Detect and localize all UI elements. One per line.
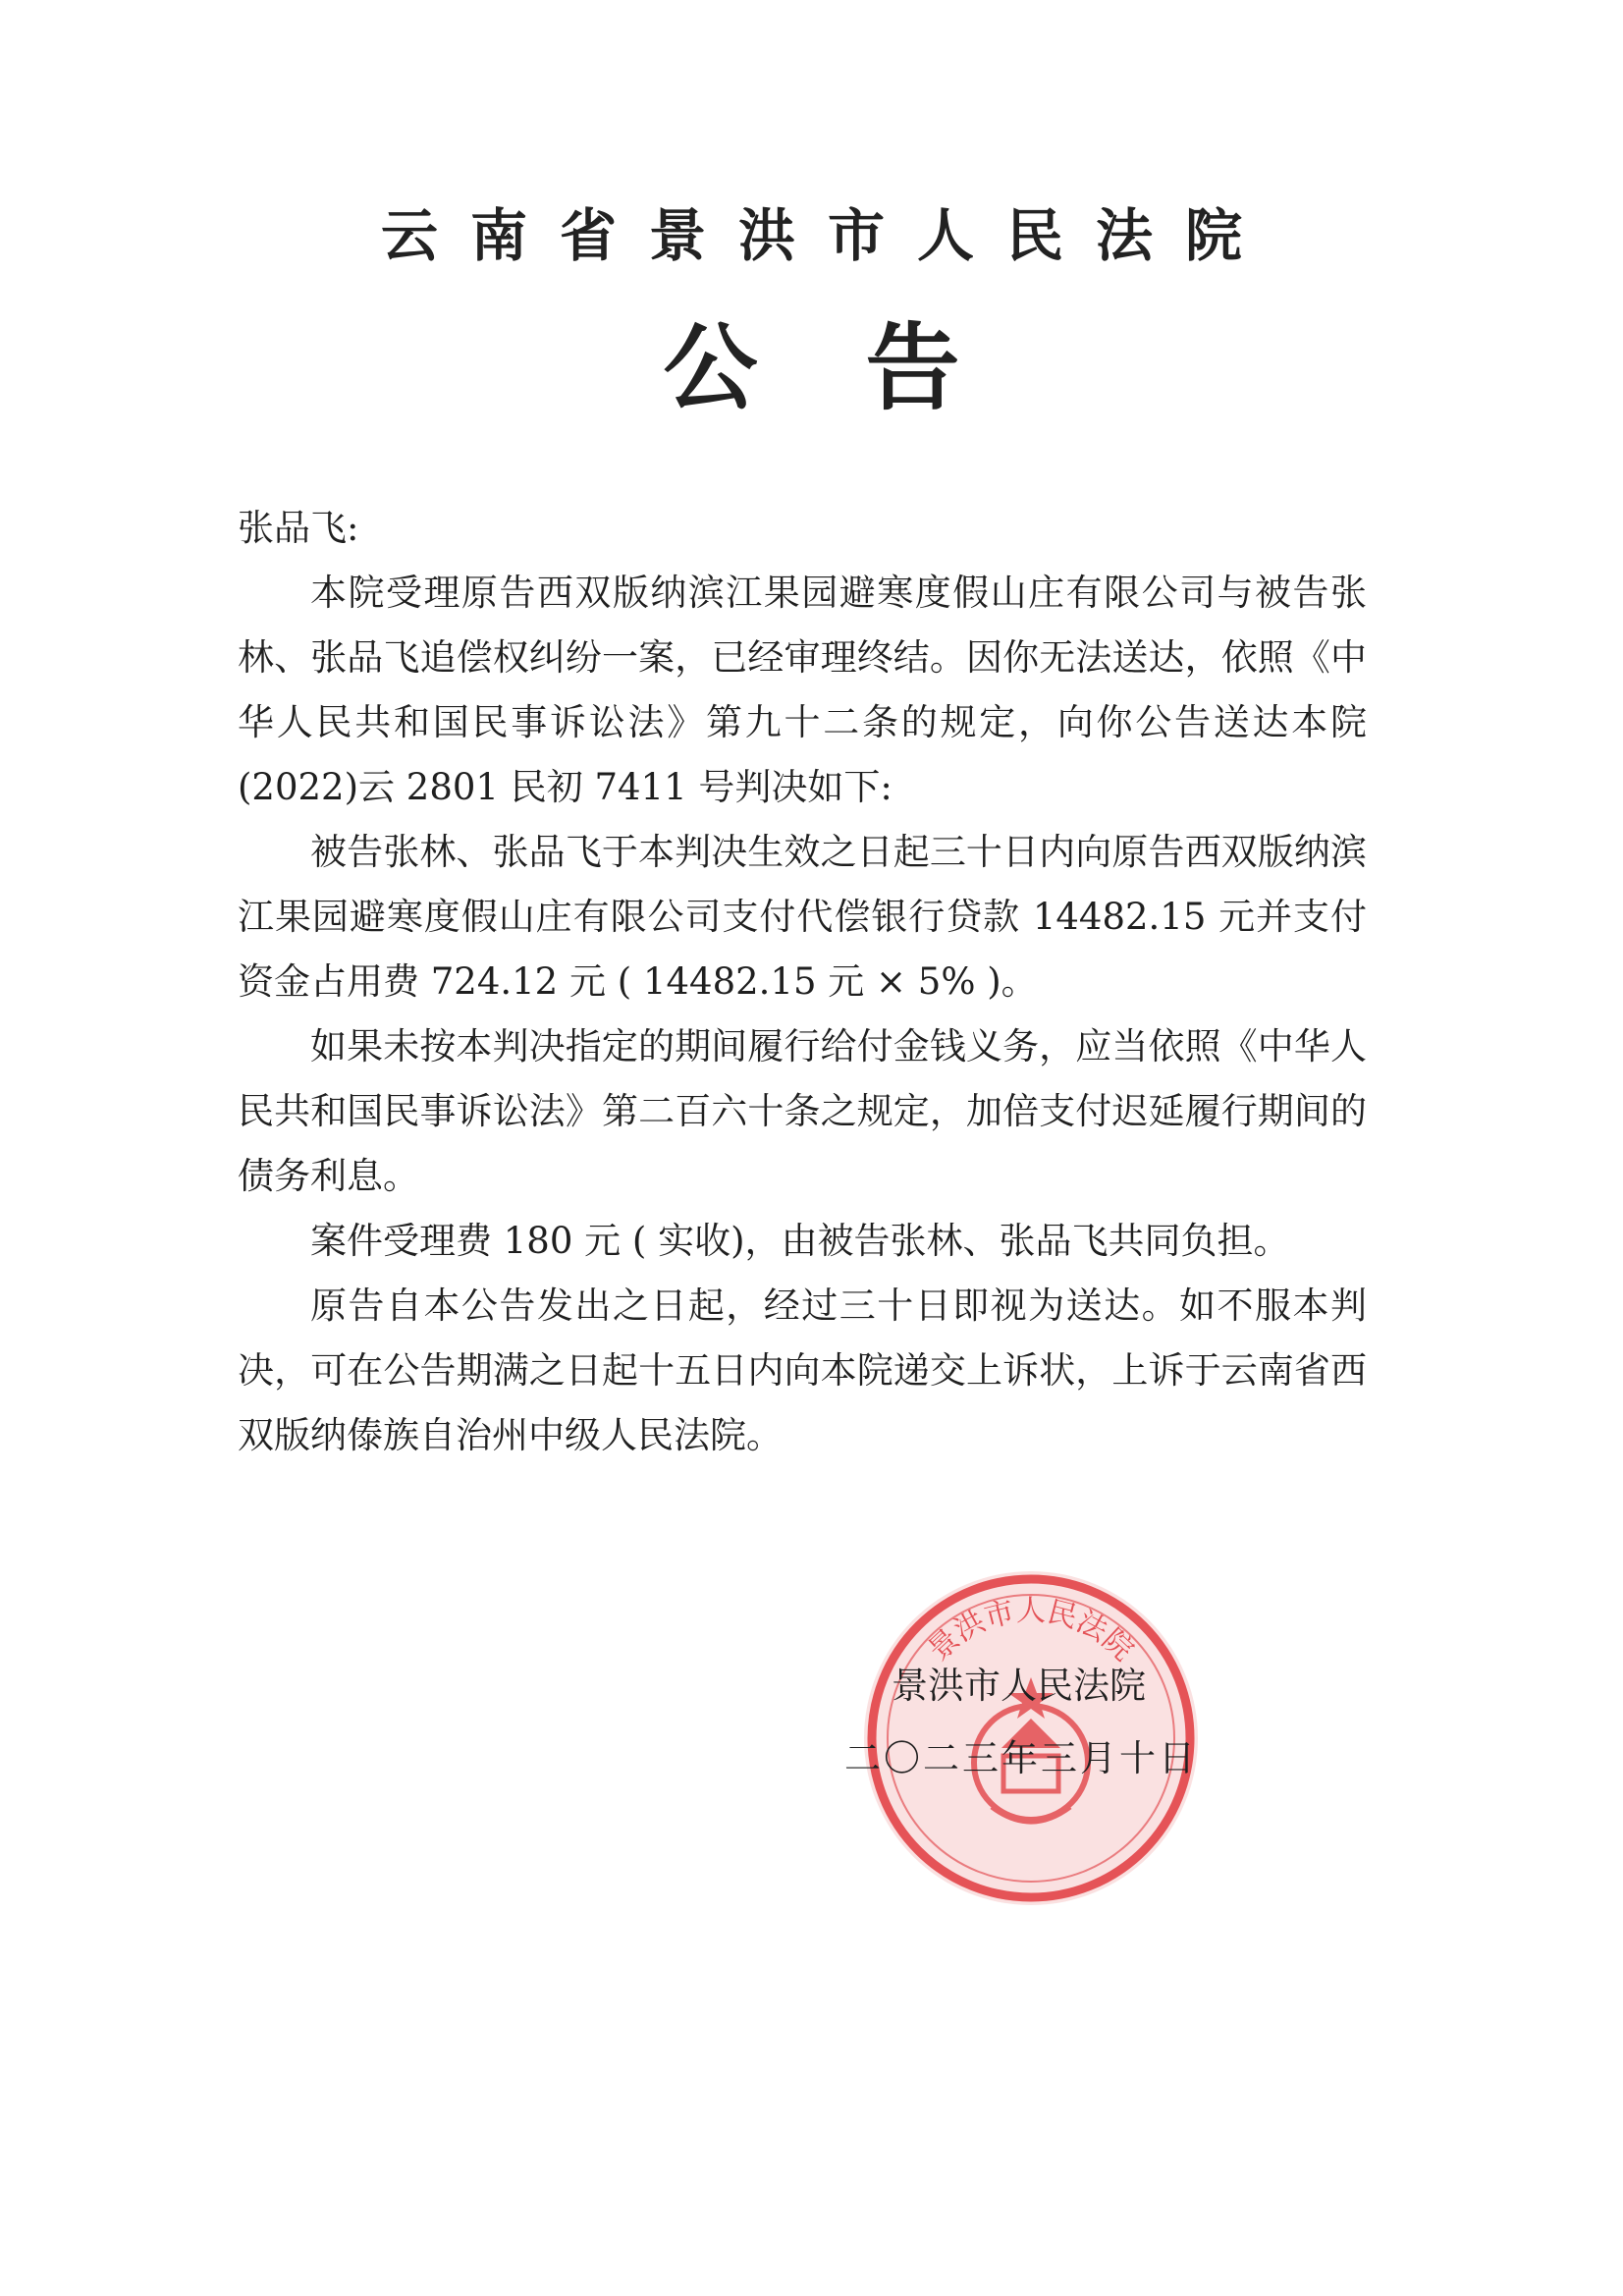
paragraph-delay-interest: 如果未按本判决指定的期间履行给付金钱义务，应当依照《中华人民共和国民事诉讼法》第二百六十条之规定，加倍支付迟延履行期间的债务利息。 [238, 1025, 1367, 1197]
court-name-heading: 云南省景洪市人民法院 [380, 202, 1274, 269]
paragraph-case-intro: 本院受理原告西双版纳滨江果园避寒度假山庄有限公司与被告张林、张品飞追偿权纠纷一案，已经审理终结。因你无法送达，依照《中华人民共和国民事诉讼法》第九十二条的规定，向你公告送达本院(2022)云 2801 民初 7411 号判决如下: [238, 572, 1367, 808]
notice-body [238, 496, 1367, 1468]
signature-block [844, 1650, 1237, 1795]
seal-text: 景洪市人民法院 [921, 1594, 1141, 1668]
signature-date: 二〇二三年三月十日 [844, 1737, 1198, 1779]
paragraph-judgment: 被告张林、张品飞于本判决生效之日起三十日内向原告西双版纳滨江果园避寒度假山庄有限公司支付代偿银行贷款 14482.15 元并支付资金占用费 724.12 元 ( 14482.15 元 × 5% )。 [238, 831, 1367, 1003]
paragraph-fees: 案件受理费 180 元 ( 实收)，由被告张林、张品飞共同负担。 [310, 1220, 1290, 1262]
document-title: 公告 [663, 313, 1068, 423]
signature-court-name: 景洪市人民法院 [892, 1665, 1146, 1707]
salutation: 张品飞: [238, 507, 359, 549]
paragraph-appeal: 原告自本公告发出之日起，经过三十日即视为送达。如不服本判决，可在公告期满之日起十五日内向本院递交上诉状，上诉于云南省西双版纳傣族自治州中级人民法院。 [238, 1285, 1367, 1456]
